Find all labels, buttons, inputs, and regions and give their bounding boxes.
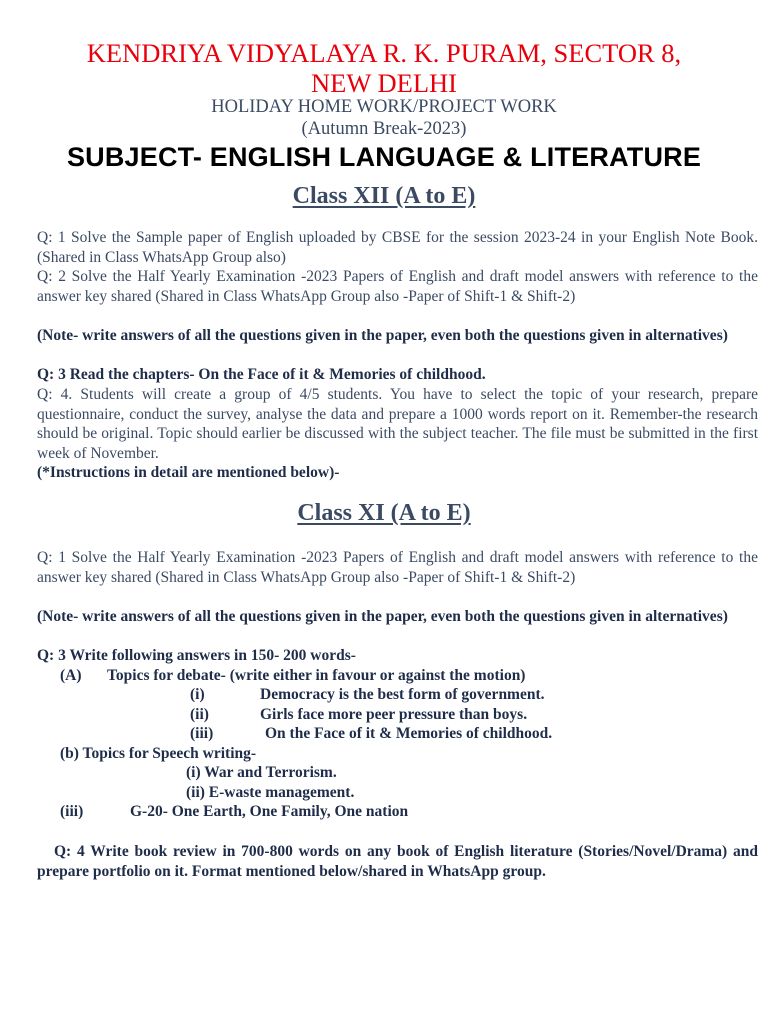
term-label: (Autumn Break-2023) <box>301 119 467 139</box>
debate-item-text: Democracy is the best form of government. <box>260 686 545 703</box>
xii-question-1: Q: 1 Solve the Sample paper of English uploaded by CBSE for the session 2023-24 in your English Note Book. (Shared in Class WhatsApp Group also) <box>37 229 758 266</box>
xi-question-4: Q: 4 Write book review in 700-800 words on any book of English literature (Stories/Novel/Drama) and prepare portfolio on it. Format mentioned below/shared in WhatsApp group. <box>37 843 758 880</box>
debate-item-number: (i) <box>190 686 205 703</box>
debate-item-text: On the Face of it & Memories of childhood. <box>265 725 553 742</box>
debate-title: Topics for debate- (write either in favour or against the motion) <box>107 667 526 684</box>
school-name-line1: KENDRIYA VIDYALAYA R. K. PURAM, SECTOR 8, <box>86 38 682 68</box>
xi-question-1: Q: 1 Solve the Half Yearly Examination -2023 Papers of English and draft model answers with reference to the answer key shared (Shared in Class WhatsApp Group also -Paper of Shift-1 & Shift-2) <box>37 549 758 586</box>
xii-question-4: Q: 4. Students will create a group of 4/5 students. You have to select the topic of your research, prepare questionnaire, conduct the survey, analyse the data and prepare a 1000 words report on it. Remember-the research should be original. Topic should earlier be discussed with the subject teacher. The file must be submitted in the first week of November. <box>37 386 758 462</box>
class-xii-heading: Class XII (A to E) <box>292 183 476 209</box>
xi-note: (Note- write answers of all the questions given in the paper, even both the questions given in alternatives) <box>37 608 728 625</box>
xii-question-3: Q: 3 Read the chapters- On the Face of it & Memories of childhood. <box>37 366 486 383</box>
debate-item-text: Girls face more peer pressure than boys. <box>260 706 528 723</box>
xii-note: (Note- write answers of all the questions given in the paper, even both the questions given in alternatives) <box>37 327 728 344</box>
debate-item-number: (iii) <box>190 725 214 742</box>
xii-question-2: Q: 2 Solve the Half Yearly Examination -2023 Papers of English and draft model answers with reference to the answer key shared (Shared in Class WhatsApp Group also -Paper of Shift-1 & Shift-2) <box>37 268 758 305</box>
iii-label: (iii) <box>60 803 84 820</box>
subject-title: SUBJECT- ENGLISH LANGUAGE & LITERATURE <box>66 142 702 172</box>
iii-text: G-20- One Earth, One Family, One nation <box>130 803 409 820</box>
speech-item: (ii) E-waste management. <box>186 784 355 801</box>
class-xi-heading: Class XI (A to E) <box>297 500 471 526</box>
xii-instructions: (*Instructions in detail are mentioned below)- <box>37 464 340 481</box>
speech-title: (b) Topics for Speech writing- <box>60 745 257 762</box>
speech-item: (i) War and Terrorism. <box>186 764 337 781</box>
xi-question-3: Q: 3 Write following answers in 150- 200 words- <box>37 647 356 664</box>
debate-item-number: (ii) <box>190 706 209 723</box>
school-name-line2: NEW DELHI <box>311 68 457 98</box>
assignment-title: HOLIDAY HOME WORK/PROJECT WORK <box>211 97 557 117</box>
debate-label: (A) <box>60 667 82 684</box>
